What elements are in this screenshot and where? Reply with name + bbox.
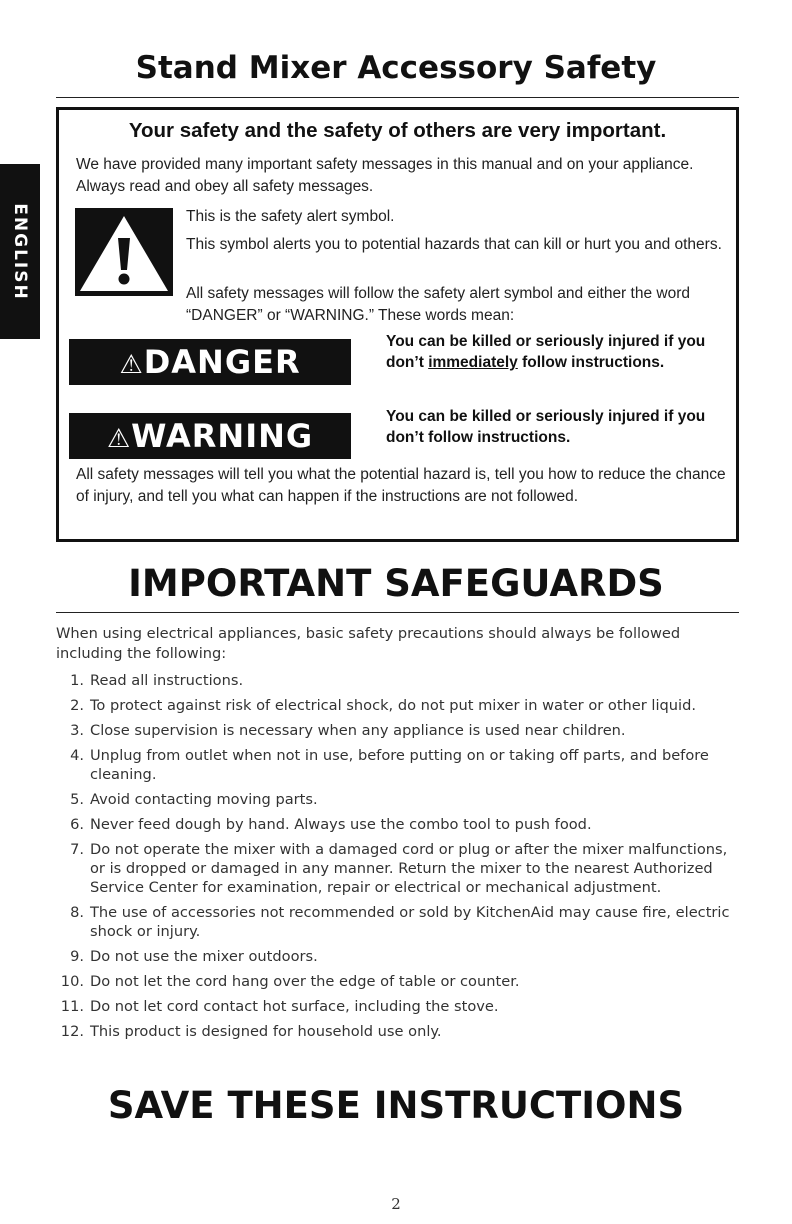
symbol-description-2: This symbol alerts you to potential hazards that can kill or hurt you and others. <box>186 236 722 253</box>
list-item: 10. Do not let the cord hang over the edge of table or counter. <box>60 973 520 990</box>
danger-banner <box>69 339 351 385</box>
page-title: Stand Mixer Accessory Safety <box>135 50 657 86</box>
symbol-description-3: All safety messages will follow the safety alert symbol and either the word “DANGER” or “WARNING.” These words mean: <box>186 285 690 324</box>
list-item: 7. Do not operate the mixer with a damaged cord or plug or after the mixer malfunctions, or is dropped or damaged in any manner. Return the mixer to the nearest Authorized Service Center for examination, repair or electrical or mechanical adjustment. <box>70 841 728 896</box>
safety-message-box <box>56 107 739 542</box>
warning-banner <box>69 413 351 459</box>
list-item: 8. The use of accessories not recommended or sold by KitchenAid may cause fire, electric shock or injury. <box>70 904 730 940</box>
list-item: 2. To protect against risk of electrical shock, do not put mixer in water or other liquid. <box>70 697 696 714</box>
safety-box-intro: We have provided many important safety messages in this manual and on your appliance. Always read and obey all safety messages. <box>76 156 694 195</box>
language-tab-label: ENGLISH <box>10 203 30 301</box>
warning-triangle-icon <box>75 208 173 296</box>
safety-box-footer: All safety messages will tell you what the potential hazard is, tell you how to reduce the chance of injury, and tell you what can happen if the instructions are not followed. <box>76 466 726 505</box>
symbol-description-1: This is the safety alert symbol. <box>186 208 395 225</box>
list-item: 4. Unplug from outlet when not in use, before putting on or taking off parts, and before cleaning. <box>70 747 709 783</box>
list-item: 1. Read all instructions. <box>70 672 244 689</box>
list-item: 9. Do not use the mixer outdoors. <box>70 948 318 965</box>
warning-triangle-icon: ⚠ <box>119 350 144 380</box>
danger-label: DANGER <box>143 343 301 381</box>
list-item: 12. This product is designed for household use only. <box>60 1023 442 1040</box>
danger-description: You can be killed or seriously injured if you don’t immediately follow instructions. <box>386 333 706 371</box>
list-item: 5. Avoid contacting moving parts. <box>70 791 318 808</box>
title-divider <box>56 97 739 98</box>
safety-box-heading: Your safety and the safety of others are very important. <box>128 119 667 142</box>
warning-description: You can be killed or seriously injured if you don’t follow instructions. <box>386 408 706 446</box>
list-item: 3. Close supervision is necessary when any appliance is used near children. <box>70 722 626 739</box>
page-number: 2 <box>391 1195 401 1213</box>
safety-alert-symbol <box>75 208 173 296</box>
list-item: 6. Never feed dough by hand. Always use the combo tool to push food. <box>70 816 592 833</box>
safeguards-intro: When using electrical appliances, basic safety precautions should always be followed including the following: <box>56 625 681 662</box>
warning-label: WARNING <box>131 417 314 455</box>
save-instructions-title: SAVE THESE INSTRUCTIONS <box>107 1084 685 1127</box>
warning-triangle-icon: ⚠ <box>106 424 132 454</box>
list-item: 11. Do not let cord contact hot surface, including the stove. <box>60 998 499 1015</box>
safeguards-title: IMPORTANT SAFEGUARDS <box>128 562 664 605</box>
safeguards-list <box>56 671 746 1047</box>
safeguards-divider <box>56 612 739 613</box>
